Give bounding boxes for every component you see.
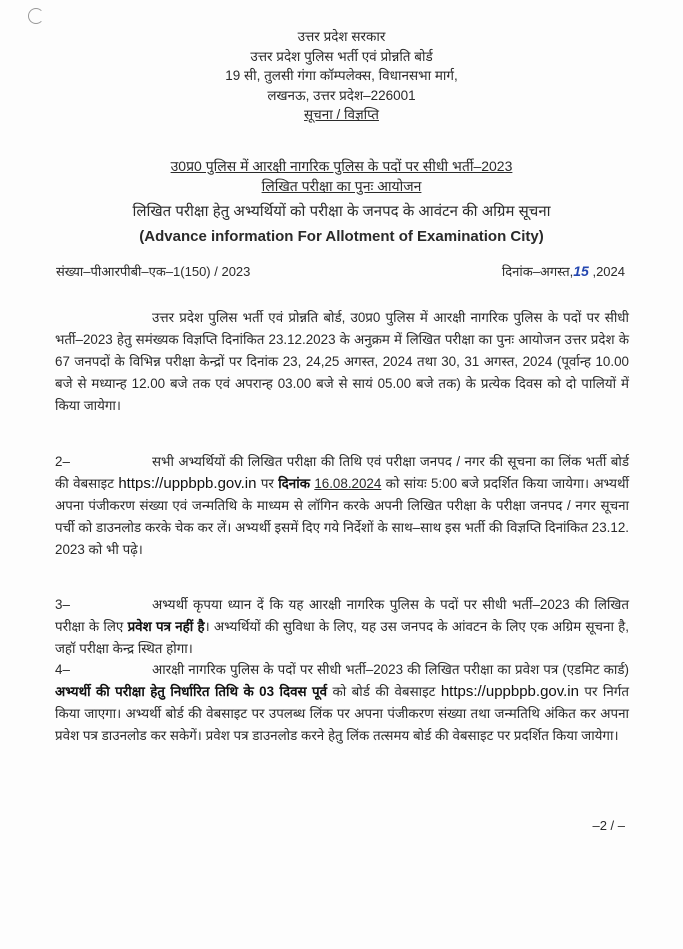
handwritten-day: 15	[573, 263, 589, 279]
bold-text: प्रवेश पत्र नहीं है	[127, 619, 205, 634]
notice-date	[502, 262, 625, 280]
text: अभ्यर्थी कृपया ध्यान दें कि यह आरक्षी नागरिक पुलिस के पदों पर सीधी भर्ती–2023 की लिखित परीक्षा के लिए	[55, 597, 629, 634]
paragraph-3	[55, 594, 629, 660]
website-link[interactable]: https://uppbpb.gov.in	[440, 683, 579, 700]
display-date: 16.08.2024	[314, 476, 382, 491]
scan-mark-icon	[28, 8, 44, 24]
page-marker: –2 / –	[592, 818, 625, 833]
website-link[interactable]: https://uppbpb.gov.in	[118, 475, 257, 492]
bold-text: दिनांक	[278, 476, 310, 491]
paragraph-number: 4–	[55, 662, 70, 677]
text: आरक्षी नागरिक पुलिस के पदों पर सीधी भर्ती–2023 की लिखित परीक्षा का प्रवेश पत्र (एडमिट कार्ड)	[152, 662, 629, 677]
english-subtitle: (Advance information For Allotment of Examination City)	[139, 228, 544, 245]
subtitle: लिखित परीक्षा हेतु अभ्यर्थियों को परीक्षा के जनपद के आवंटन की अग्रिम सूचना	[132, 203, 551, 220]
text: को सांयः 5:00 बजे प्रदर्शित किया जायेगा। अभ्यर्थी अपना पंजीकरण संख्या एवं जन्मतिथि के माध्यम से लॉगिन करके अपनी लिखित परीक्षा के परीक्षा जनपद / नगर सूचना पर्ची को डाउनलोड करके चेक कर लें। अभ्यर्थी इसमें दिए गये निर्देशों के साथ–साथ इस भर्ती की विज्ञप्ति दिनांकित 23.12. 2023 को भी पढ़े।	[55, 476, 630, 557]
text: सभी अभ्यर्थियों की लिखित परीक्षा की तिथि एवं परीक्षा जनपद / नगर की सूचना का लिंक भर्ती बोर्ड की वेबसाइट	[55, 454, 629, 491]
paragraph-number: 3–	[55, 597, 70, 612]
notice-label: सूचना / विज्ञप्ति	[304, 107, 379, 122]
title-line-2: लिखित परीक्षा का पुनः आयोजन	[261, 178, 422, 194]
reference-number: संख्या–पीआरपीबी–एक–1(150) / 2023	[56, 264, 251, 279]
bold-text: अभ्यर्थी की परीक्षा हेतु निर्धारित तिथि के 03 दिवस पूर्व	[55, 684, 328, 699]
paragraph-1: उत्तर प्रदेश पुलिस भर्ती एवं प्रोन्नति बोर्ड, उ0प्र0 पुलिस में आरक्षी नागरिक पुलिस के पदों पर सीधी भर्ती–2023 हेतु समंख्यक विज्ञप्ति दिनांकित 23.12.2023 के अनुक्रम में लिखित परीक्षा का पुनः आयोजन उत्तर प्रदेश के 67 जनपदों के विभिन्न परीक्षा केन्द्रों पर दिनांक 23, 24,25 अगस्त, 2024 तथा 30, 31 अगस्त, 2024 (पूर्वान्ह 10.00 बजे से मध्यान्ह 12.00 बजे तक एवं अपरान्ह 03.00 बजे से सायं 05.00 बजे तक) के प्रत्येक दिवस को दो पालियों में किया जायेगा।	[55, 310, 629, 413]
text: । अभ्यर्थियों की सुविधा के लिए, यह उस जनपद के आंवटन के लिए एक अग्रिम सूचना है, जहॉ परीक्षा केन्द्र स्थित होगा।	[55, 619, 629, 656]
title-block	[0, 156, 683, 196]
paragraph-4	[55, 659, 629, 747]
paragraph-2	[55, 451, 629, 561]
date-prefix: दिनांक–अगस्त,	[501, 264, 574, 279]
paragraph-number: 2–	[55, 454, 70, 469]
text: पर	[256, 476, 279, 491]
date-suffix: ,2024	[588, 264, 625, 279]
govt-name: उत्तर प्रदेश सरकार	[297, 29, 386, 44]
address-line: 19 सी, तुलसी गंगा कॉम्पलेक्स, विधानसभा मार्ग,	[225, 68, 458, 83]
text: पर निर्गत किया जाएगा। अभ्यर्थी बोर्ड की वेबसाइट पर उपलब्ध लिंक पर अपना पंजीकरण संख्या तथा जन्मतिथि अंकित कर अपना प्रवेश पत्र डाउनलोड कर सकेगें। प्रवेश पत्र डाउनलोड करने हेतु लिंक तत्समय बोर्ड की वेबसाइट पर प्रदर्शित किया जायेगा।	[55, 684, 629, 743]
letterhead	[0, 27, 683, 125]
text: को बोर्ड की वेबसाइट	[327, 684, 441, 699]
title-line-1: उ0प्र0 पुलिस में आरक्षी नागरिक पुलिस के पदों पर सीधी भर्ती–2023	[170, 158, 513, 174]
city-line: लखनऊ, उत्तर प्रदेश–226001	[267, 87, 416, 103]
board-name: उत्तर प्रदेश पुलिस भर्ती एवं प्रोन्नति बोर्ड	[250, 48, 433, 64]
